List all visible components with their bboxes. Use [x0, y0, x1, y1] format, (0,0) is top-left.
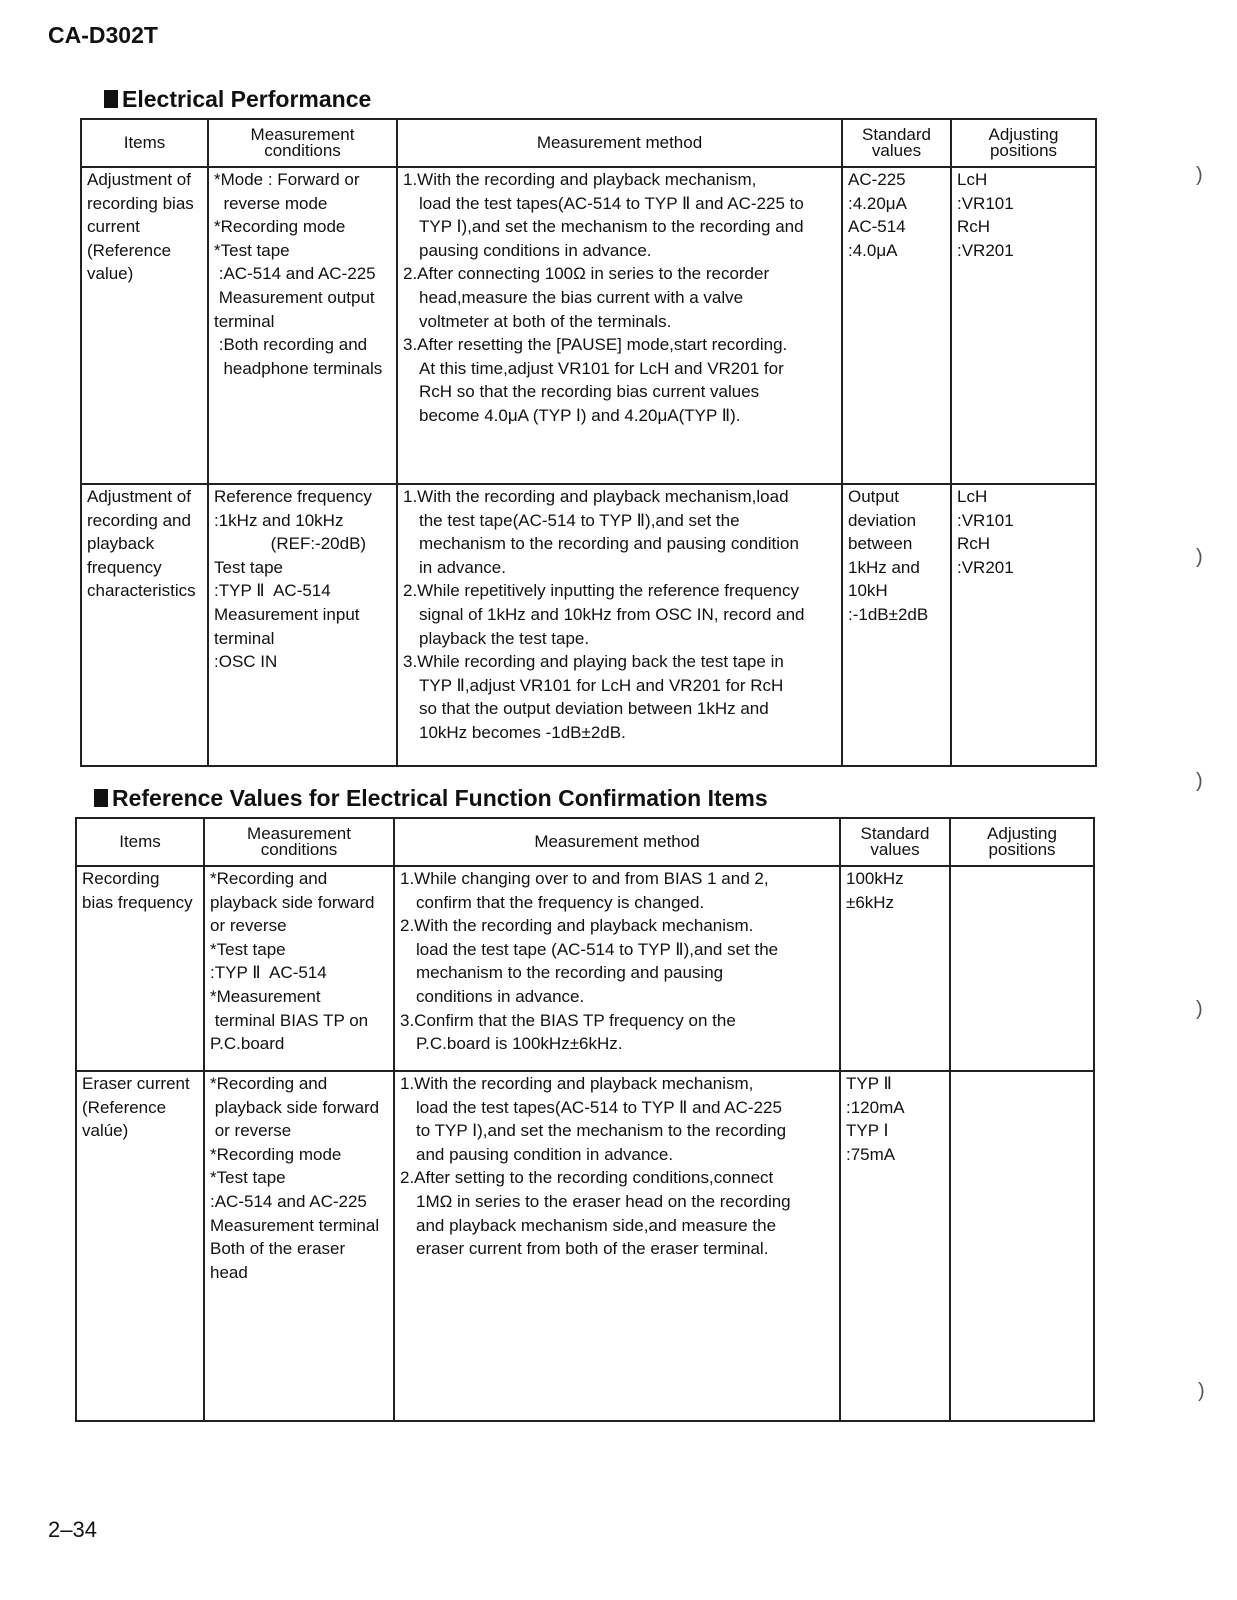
- standard-cell: [840, 1071, 950, 1421]
- cell-line: playback side forward: [210, 892, 375, 912]
- cell-line: :120mA: [846, 1097, 905, 1117]
- cell-line: eraser current from both of the eraser terminal.: [416, 1239, 769, 1259]
- cell-line: between: [848, 534, 913, 554]
- item-cell: [76, 1071, 204, 1421]
- section-title-electrical-performance: [104, 86, 371, 113]
- cell-line: :-1dB±2dB: [848, 604, 929, 624]
- cell-line: 2.After setting to the recording conditions,connect: [400, 1168, 774, 1188]
- header-label: conditions: [260, 840, 338, 859]
- cell-line: head: [210, 1262, 248, 1282]
- cell-line: *Recording mode: [210, 1144, 342, 1164]
- method-cell: [397, 484, 842, 766]
- header-label: Items: [123, 133, 166, 152]
- cell-line: 100kHz: [846, 869, 904, 888]
- cell-line: :VR201: [957, 557, 1014, 577]
- cell-line: pausing conditions in advance.: [419, 240, 652, 260]
- conditions-cell: [204, 1071, 394, 1421]
- cell-line: terminal: [214, 628, 275, 648]
- method-cell: [394, 866, 840, 1071]
- cell-line: signal of 1kHz and 10kHz from OSC IN, record and: [419, 604, 805, 624]
- cell-line: 10kH: [848, 581, 888, 601]
- header-label: Measurement: [250, 125, 355, 144]
- cell-line: *Test tape: [210, 1168, 286, 1188]
- header-label: Items: [119, 832, 161, 851]
- cell-line: :VR101: [957, 510, 1014, 530]
- header-label: positions: [988, 840, 1056, 859]
- table-row: [76, 1071, 1094, 1421]
- column-header-standard: [842, 119, 951, 167]
- header-label: Adjusting: [988, 125, 1059, 144]
- cell-line: *Test tape: [210, 939, 286, 959]
- binding-mark: ): [1196, 770, 1203, 792]
- cell-line: (Reference: [87, 240, 172, 260]
- cell-line: 1MΩ in series to the eraser head on the recording: [416, 1191, 791, 1211]
- cell-line: Adjustment of: [87, 487, 191, 506]
- cell-line: recording bias: [87, 193, 194, 213]
- adjusting-cell: [950, 866, 1094, 1071]
- cell-line: *Mode : Forward or: [214, 170, 360, 189]
- cell-line: :AC-514 and AC-225: [214, 264, 376, 284]
- cell-line: terminal: [214, 311, 275, 331]
- section-title-text: Reference Values for Electrical Function Confirmation Items: [112, 785, 768, 811]
- cell-line: playback: [87, 534, 155, 554]
- conditions-cell: [208, 167, 397, 484]
- item-cell: [81, 484, 208, 766]
- header-label: Adjusting: [987, 824, 1057, 843]
- cell-line: and pausing condition in advance.: [416, 1144, 674, 1164]
- table-row: [81, 167, 1096, 484]
- table-row: [81, 484, 1096, 766]
- cell-line: TYP Ⅰ: [846, 1121, 889, 1141]
- binding-mark: ): [1196, 164, 1203, 186]
- cell-line: become 4.0μA (TYP Ⅰ) and 4.20μA(TYP Ⅱ).: [419, 405, 741, 425]
- cell-line: terminal BIAS TP on: [210, 1010, 369, 1030]
- cell-line: playback the test tape.: [419, 628, 590, 648]
- adjusting-cell: [951, 167, 1096, 484]
- cell-line: Output: [848, 487, 900, 506]
- cell-line: 1.With the recording and playback mechanism,load: [403, 487, 789, 506]
- header-label: values: [871, 141, 922, 160]
- cell-line: mechanism to the recording and pausing: [416, 963, 724, 983]
- cell-line: 3.While recording and playing back the test tape in: [403, 652, 784, 672]
- table-row: [76, 866, 1094, 1071]
- header-label: Standard: [862, 125, 931, 144]
- header-label: Standard: [860, 824, 930, 843]
- cell-line: :Both recording and: [214, 335, 368, 355]
- table-header-row: [81, 119, 1096, 167]
- cell-line: :OSC IN: [214, 652, 278, 672]
- cell-line: Reference frequency: [214, 487, 372, 506]
- header-label: values: [870, 840, 920, 859]
- cell-line: value): [87, 264, 134, 284]
- cell-line: ±6kHz: [846, 892, 895, 912]
- column-header-items: [76, 818, 204, 866]
- cell-line: 1.With the recording and playback mechanism,: [400, 1074, 754, 1093]
- cell-line: head,measure the bias current with a valve: [419, 287, 744, 307]
- cell-line: voltmeter at both of the terminals.: [419, 311, 672, 331]
- cell-line: valúe): [82, 1121, 129, 1141]
- cell-line: RcH: [957, 217, 991, 237]
- cell-line: bias frequency: [82, 892, 193, 912]
- cell-line: *Recording mode: [214, 217, 346, 237]
- cell-line: frequency: [87, 557, 162, 577]
- cell-line: AC-225: [848, 170, 906, 189]
- header-label: conditions: [264, 141, 341, 160]
- cell-line: conditions in advance.: [416, 986, 585, 1006]
- cell-line: Measurement input: [214, 604, 360, 624]
- cell-line: deviation: [848, 510, 917, 530]
- square-bullet-icon: [104, 90, 118, 108]
- column-header-standard: [840, 818, 950, 866]
- column-header-method: [394, 818, 840, 866]
- electrical-performance-table: [80, 118, 1097, 767]
- section-title-reference-values: [94, 785, 768, 812]
- cell-line: recording and: [87, 510, 191, 530]
- cell-line: At this time,adjust VR101 for LcH and VR201 for: [419, 358, 784, 378]
- cell-line: P.C.board: [210, 1034, 285, 1054]
- document-code: CA-D302T: [48, 22, 158, 48]
- header-label: Measurement method: [534, 832, 700, 851]
- cell-line: Both of the eraser: [210, 1239, 346, 1259]
- column-header-items: [81, 119, 208, 167]
- reference-values-table: [75, 817, 1095, 1422]
- cell-line: 2.With the recording and playback mechanism.: [400, 916, 754, 936]
- cell-line: :4.0μA: [848, 240, 898, 260]
- cell-line: Eraser current: [82, 1074, 190, 1093]
- cell-line: and playback mechanism side,and measure the: [416, 1215, 777, 1235]
- cell-line: 3.After resetting the [PAUSE] mode,start recording.: [403, 335, 788, 355]
- cell-line: so that the output deviation between 1kHz and: [419, 699, 769, 719]
- cell-line: confirm that the frequency is changed.: [416, 892, 705, 912]
- cell-line: :AC-514 and AC-225: [210, 1191, 367, 1211]
- cell-line: (Reference: [82, 1097, 167, 1117]
- cell-line: to TYP Ⅰ),and set the mechanism to the recording: [416, 1121, 787, 1141]
- cell-line: (REF:-20dB): [214, 534, 367, 554]
- cell-line: :1kHz and 10kHz: [214, 510, 344, 530]
- cell-line: load the test tape (AC-514 to TYP Ⅱ),and set the: [416, 939, 779, 959]
- column-header-conditions: [204, 818, 394, 866]
- cell-line: Measurement terminal: [210, 1215, 380, 1235]
- cell-line: the test tape(AC-514 to TYP Ⅱ),and set the: [419, 510, 740, 530]
- cell-line: 2.After connecting 100Ω in series to the recorder: [403, 264, 770, 284]
- item-cell: [76, 866, 204, 1071]
- cell-line: 1kHz and: [848, 557, 920, 577]
- cell-line: *Test tape: [214, 240, 290, 260]
- cell-line: P.C.board is 100kHz±6kHz.: [416, 1034, 623, 1054]
- cell-line: 1.With the recording and playback mechanism,: [403, 170, 757, 189]
- method-cell: [397, 167, 842, 484]
- conditions-cell: [208, 484, 397, 766]
- cell-line: Recording: [82, 869, 160, 888]
- cell-line: current: [87, 217, 140, 237]
- standard-cell: [842, 167, 951, 484]
- cell-line: *Measurement: [210, 986, 321, 1006]
- standard-cell: [842, 484, 951, 766]
- square-bullet-icon: [94, 789, 108, 807]
- page-number: 2–34: [48, 1517, 97, 1542]
- cell-line: TYP Ⅱ,adjust VR101 for LcH and VR201 for RcH: [419, 675, 784, 695]
- cell-line: :4.20μA: [848, 193, 907, 213]
- cell-line: *Recording and: [210, 869, 328, 888]
- section-title-text: Electrical Performance: [122, 86, 372, 112]
- cell-line: Measurement output: [214, 287, 375, 307]
- column-header-conditions: [208, 119, 397, 167]
- cell-line: TYP Ⅰ),and set the mechanism to the recording and: [419, 217, 804, 237]
- cell-line: Test tape: [214, 557, 283, 577]
- header-label: Measurement: [247, 824, 351, 843]
- cell-line: playback side forward: [210, 1097, 380, 1117]
- cell-line: LcH: [957, 487, 988, 506]
- cell-line: or reverse: [210, 916, 287, 936]
- cell-line: headphone terminals: [214, 358, 383, 378]
- cell-line: 1.While changing over to and from BIAS 1 and 2,: [400, 869, 769, 888]
- cell-line: load the test tapes(AC-514 to TYP Ⅱ and AC-225 to: [419, 193, 804, 213]
- column-header-adjusting: [950, 818, 1094, 866]
- standard-cell: [840, 866, 950, 1071]
- cell-line: :75mA: [846, 1144, 896, 1164]
- binding-mark: ): [1196, 546, 1203, 568]
- adjusting-cell: [950, 1071, 1094, 1421]
- cell-line: characteristics: [87, 581, 196, 601]
- cell-line: LcH: [957, 170, 988, 189]
- cell-line: :TYP Ⅱ AC-514: [214, 581, 331, 601]
- header-label: Measurement method: [536, 133, 703, 152]
- column-header-method: [397, 119, 842, 167]
- cell-line: Adjustment of: [87, 170, 191, 189]
- cell-line: load the test tapes(AC-514 to TYP Ⅱ and AC-225: [416, 1097, 782, 1117]
- cell-line: :VR201: [957, 240, 1014, 260]
- cell-line: RcH so that the recording bias current values: [419, 382, 760, 402]
- conditions-cell: [204, 866, 394, 1071]
- cell-line: *Recording and: [210, 1074, 328, 1093]
- column-header-adjusting: [951, 119, 1096, 167]
- cell-line: TYP Ⅱ: [846, 1074, 892, 1093]
- method-cell: [394, 1071, 840, 1421]
- cell-line: 3.Confirm that the BIAS TP frequency on the: [400, 1010, 736, 1030]
- item-cell: [81, 167, 208, 484]
- cell-line: 2.While repetitively inputting the reference frequency: [403, 581, 799, 601]
- cell-line: mechanism to the recording and pausing condition: [419, 534, 799, 554]
- cell-line: :TYP Ⅱ AC-514: [210, 963, 327, 983]
- cell-line: :VR101: [957, 193, 1014, 213]
- binding-mark: ): [1198, 1380, 1205, 1402]
- cell-line: RcH: [957, 534, 991, 554]
- cell-line: reverse mode: [214, 193, 328, 213]
- binding-mark: ): [1196, 998, 1203, 1020]
- cell-line: 10kHz becomes -1dB±2dB.: [419, 722, 626, 742]
- adjusting-cell: [951, 484, 1096, 766]
- header-label: positions: [989, 141, 1058, 160]
- cell-line: in advance.: [419, 557, 506, 577]
- table-header-row: [76, 818, 1094, 866]
- cell-line: or reverse: [210, 1121, 292, 1141]
- cell-line: AC-514: [848, 217, 906, 237]
